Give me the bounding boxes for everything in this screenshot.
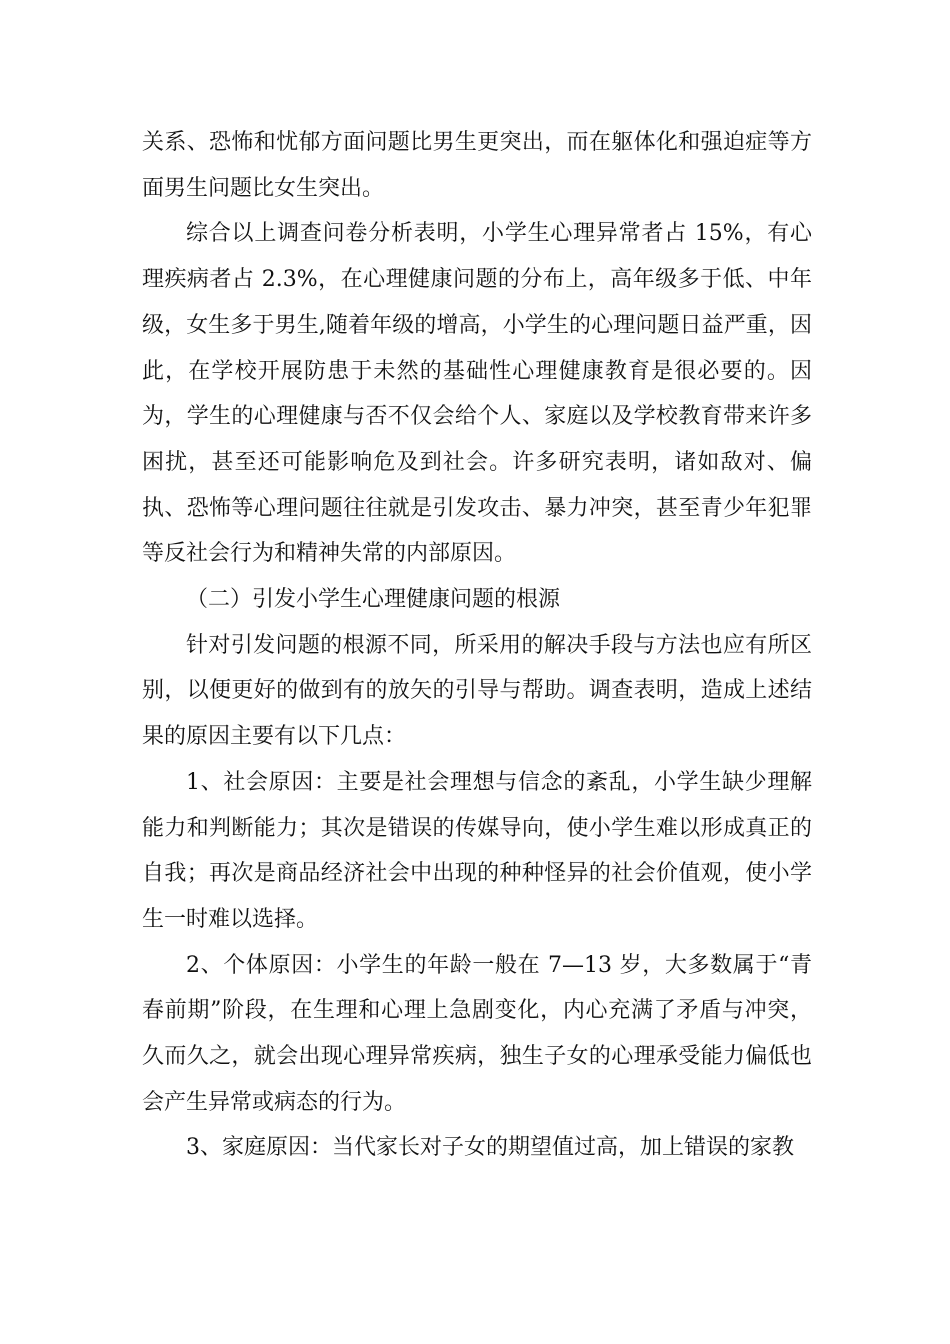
paragraph-family-causes: 3、家庭原因：当代家长对子女的期望值过高，加上错误的家教: [186, 1135, 794, 1161]
section-heading: （二）引发小学生心理健康问题的根源: [186, 587, 561, 613]
paragraph-continuation: 关系、恐怖和忧郁方面问题比男生更突出，而在躯体化和强迫症等方面男生问题比女生突出。: [142, 130, 812, 201]
paragraph-social-causes: 1、社会原因：主要是社会理想与信念的紊乱，小学生缺少理解能力和判断能力；其次是错误的传媒导向，使小学生难以形成真正的自我；再次是商品经济社会中出现的种种怪异的社会价值观，使小学生一时难以选择。: [142, 769, 812, 932]
paragraph-root-causes-intro: 针对引发问题的根源不同，所采用的解决手段与方法也应有所区别，以便更好的做到有的放矢的引导与帮助。调查表明，造成上述结果的原因主要有以下几点：: [142, 632, 812, 750]
paragraph-survey-summary: 综合以上调查问卷分析表明，小学生心理异常者占 15%，有心理疾病者占 2.3%，在心理健康问题的分布上，高年级多于低、中年级，女生多于男生,随着年级的增高，小学生的心理问题日益严重，因此，在学校开展防患于未然的基础性心理健康教育是很必要的。因为，学生的心理健康与否不仅会给个人、家庭以及学校教育带来许多困扰，甚至还可能影响危及到社会。许多研究表明，诸如敌对、偏执、恐怖等心理问题往往就是引发攻击、暴力冲突，甚至青少年犯罪等反社会行为和精神失常的内部原因。: [142, 221, 812, 567]
paragraph-individual-causes: 2、个体原因：小学生的年龄一般在 7—13 岁，大多数属于“青春前期”阶段，在生理和心理上急剧变化，内心充满了矛盾与冲突，久而久之，就会出现心理异常疾病，独生子女的心理承受能力偏低也会产生异常或病态的行为。: [142, 952, 812, 1115]
document-body: [142, 120, 812, 1171]
